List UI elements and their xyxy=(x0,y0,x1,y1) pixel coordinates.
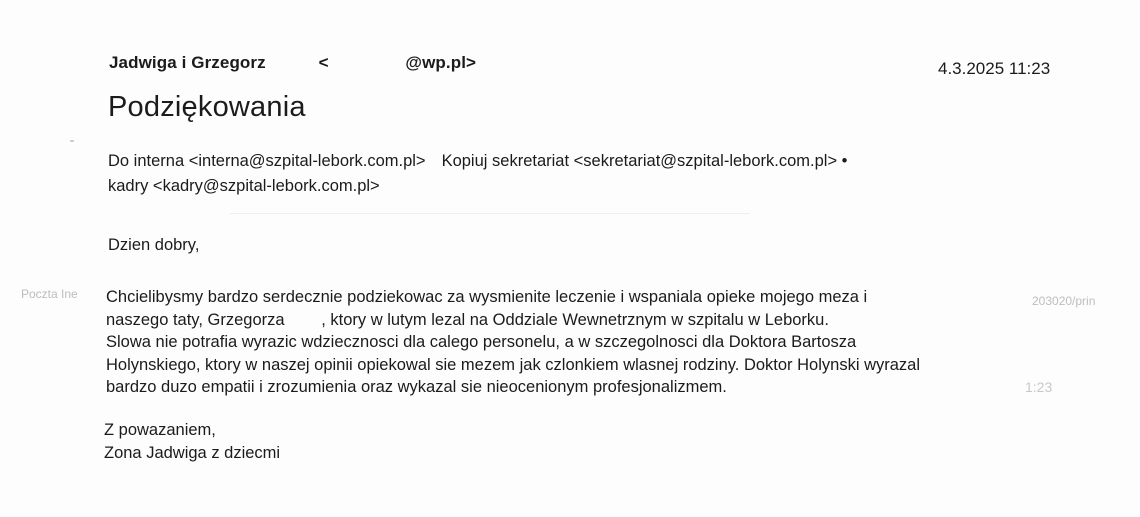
paragraph-line: Slowa nie potrafia wyrazic wdziecznosci dla calego personelu, a w szczegolnosci dla Doktora Bartosza xyxy=(106,333,857,351)
sender-email-open: < xyxy=(318,53,329,72)
bleed-through-time: 1:23 xyxy=(1025,379,1053,395)
closing-salutation: Z powazaniem, xyxy=(104,421,216,439)
sender-line xyxy=(109,53,476,73)
paragraph-line: Chcielibysmy bardzo serdecznie podziekowac za wysmienite leczenie i wspaniala opieke mojego meza i xyxy=(106,288,868,306)
bleed-through-right: 203020/prin xyxy=(1032,294,1096,308)
sender-name: Jadwiga i Grzegorz xyxy=(109,53,266,72)
scan-artifact-line xyxy=(230,213,750,214)
greeting: Dzien dobry, xyxy=(108,236,200,254)
closing-block xyxy=(104,419,280,464)
sent-datetime: 4.3.2025 11:23 xyxy=(938,59,1051,78)
cc-recipient-kadry: kadry <kadry@szpital-lebork.com.pl> xyxy=(108,177,380,195)
cc-recipient: Kopiuj sekretariat <sekretariat@szpital-lebork.com.pl> • xyxy=(441,152,848,170)
signature: Zona Jadwiga z dziecmi xyxy=(104,443,281,462)
sender-email-domain: @wp.pl> xyxy=(405,53,477,72)
scan-mark xyxy=(70,140,74,142)
paragraph-line: bardzo duzo empatii i zrozumienia oraz wykazal sie nieocenionym profesjonalizmem. xyxy=(106,378,727,396)
to-recipient: Do interna <interna@szpital-lebork.com.pl> xyxy=(108,152,426,170)
paragraph-line: naszego taty, Grzegorza , ktory w lutym lezal na Oddziale Wewnetrznym w szpitalu w Leborku. xyxy=(106,310,829,329)
paragraph-line: Holynskiego, ktory w naszej opinii opiekowal sie mezem jak czlonkiem wlasnej rodziny. Doktor Holynski wyrazal xyxy=(106,355,921,374)
recipients-block xyxy=(108,149,847,199)
message-paragraph xyxy=(106,286,920,399)
email-subject: Podziękowania xyxy=(108,91,306,123)
bleed-through-left: Poczta Ine xyxy=(21,287,78,301)
